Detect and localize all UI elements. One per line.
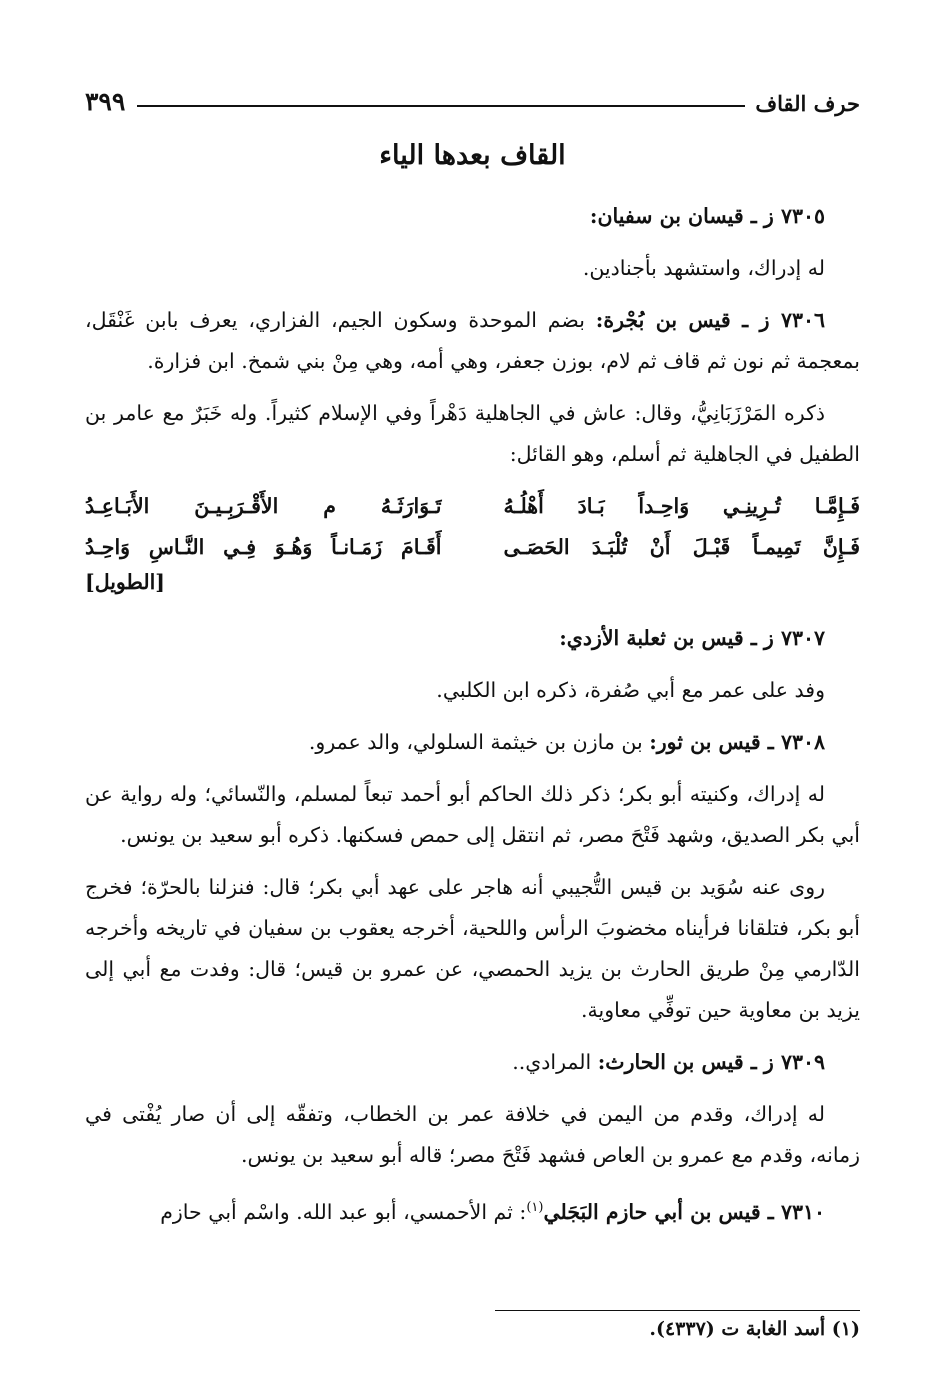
footnote-reference[interactable]: (١)	[526, 1200, 544, 1215]
entry-heading: ٧٣٠٨ ـ قيس بن ثور:	[649, 730, 825, 754]
entry-7309-body: له إدراك، وقدم من اليمن في خلافة عمر بن الخطاب، وتفقّه إلى أن صار يُفْتى في زمانه، وقدم مع عمرو بن العاص فشهد فَتْحَ مصر؛ قاله أبو سعيد بن يونس.	[85, 1102, 860, 1167]
verse-meter: [الطويل]	[85, 570, 165, 594]
entry-7306-body2: ذكره المَرْزَبَانِيُّ، وقال: عاش في الجاهلية دَهْراً وفي الإسلام كثيراً. وله خَبَرٌ مع عامر بن الطفيل في الجاهلية ثم أسلم، وهو القائل:	[85, 401, 860, 466]
verse-line	[85, 486, 860, 527]
page-number: ٣٩٩	[85, 87, 126, 116]
running-title: حرف القاف	[755, 91, 860, 116]
entry-7307-body: وفد على عمر مع أبي صُفرة، ذكره ابن الكلبي.	[436, 678, 825, 702]
entry-heading: ٧٣٠٥ ز ـ قيسان بن سفيان:	[589, 204, 825, 228]
verse-line	[85, 527, 860, 568]
entry-heading: ٧٣٠٦ ز ـ قيس بن بُجْرة:	[595, 308, 825, 332]
verse-block	[85, 486, 860, 596]
entry-7308-body: له إدراك، وكنيته أبو بكر؛ ذكر ذلك الحاكم أبو أحمد تبعاً لمسلم، والنّسائي؛ وله رواية عن أبي بكر الصديق، وشهد فَتْحَ مصر، ثم انتقل إلى حمص فسكنها. ذكره أبو سعيد بن يونس.	[85, 782, 860, 847]
entry-7307-heading	[85, 618, 860, 659]
entry-7308-heading	[85, 722, 860, 763]
section-title: القاف بعدها الياء	[379, 140, 566, 171]
entry-7306-body	[85, 300, 860, 382]
header-rule	[137, 105, 745, 107]
verse-second-hemistich: أَقَـامَ زَمَـانـاً وَهُـوَ فِـي النَّـاسِ وَاحِـدُ	[85, 535, 442, 559]
entry-heading: ٧٣٠٩ ز ـ قيس بن الحارث:	[597, 1050, 825, 1074]
page-header	[85, 80, 860, 116]
entry-heading: ٧٣١٠ ـ قيس بن أبي حازم البَجَلي	[543, 1199, 825, 1224]
entry-7309-heading	[85, 1042, 860, 1083]
entry-heading-rest: : ثم الأحمسي، أبو عبد الله. واسْم أبي حازم	[160, 1199, 527, 1224]
entry-heading-rest: بن مازن بن خيثمة السلولي، والد عمرو.	[308, 730, 643, 754]
entry-7310-heading	[85, 1187, 860, 1233]
verse-first-hemistich: فَـإِمَّـا تُـرِينِـي وَاحِـداً بَـادَ أَهْلُـهُ	[503, 494, 860, 518]
entry-7305-body: له إدراك، واستشهد بأجنادين.	[582, 256, 825, 280]
entry-7305-heading	[85, 196, 860, 237]
footnote: (١) أسد الغابة ت (٤٣٣٧).	[649, 1318, 860, 1340]
entry-heading: ٧٣٠٧ ز ـ قيس بن ثعلبة الأزدي:	[559, 626, 825, 650]
entry-7308-body2: روى عنه سُوَيد بن قيس التُّجيبي أنه هاجر على عهد أبي بكر؛ قال: فنزلنا بالحرّة؛ فخرج أبو بكر، فتلقانا فرأيناه مخضوبَ الرأس واللحية، أخرجه يعقوب بن سفيان في تاريخه وأخرجه الدّارمي مِنْ طريق الحارث بن يزيد الحمصي، عن عمرو بن قيس؛ قال: وفدت مع أبي إلى يزيد بن معاوية حين توفِّي معاوية.	[85, 875, 860, 1022]
entry-heading-rest: المرادي..	[512, 1050, 592, 1074]
verse-first-hemistich: فَـإِنَّ تَمِيمـاً قَبْـلَ أَنْ تُلْبَـدَ الحَصَـى	[503, 535, 860, 559]
footnote-rule	[495, 1310, 860, 1311]
page-content	[85, 196, 860, 1244]
verse-second-hemistich: تَـوَارَثَـهُ م الأَقْـرَبِـيـنَ الأَبَـاعِـدُ	[85, 494, 442, 518]
entry-text: بضم الموحدة وسكون الجيم، الفزاري، يعرف بابن غَنْقَل، بمعجمة ثم نون ثم قاف ثم لام، بوزن جعفر، وهي أمه، وهي مِنْ بني شمخ. ابن فزارة.	[85, 308, 860, 373]
